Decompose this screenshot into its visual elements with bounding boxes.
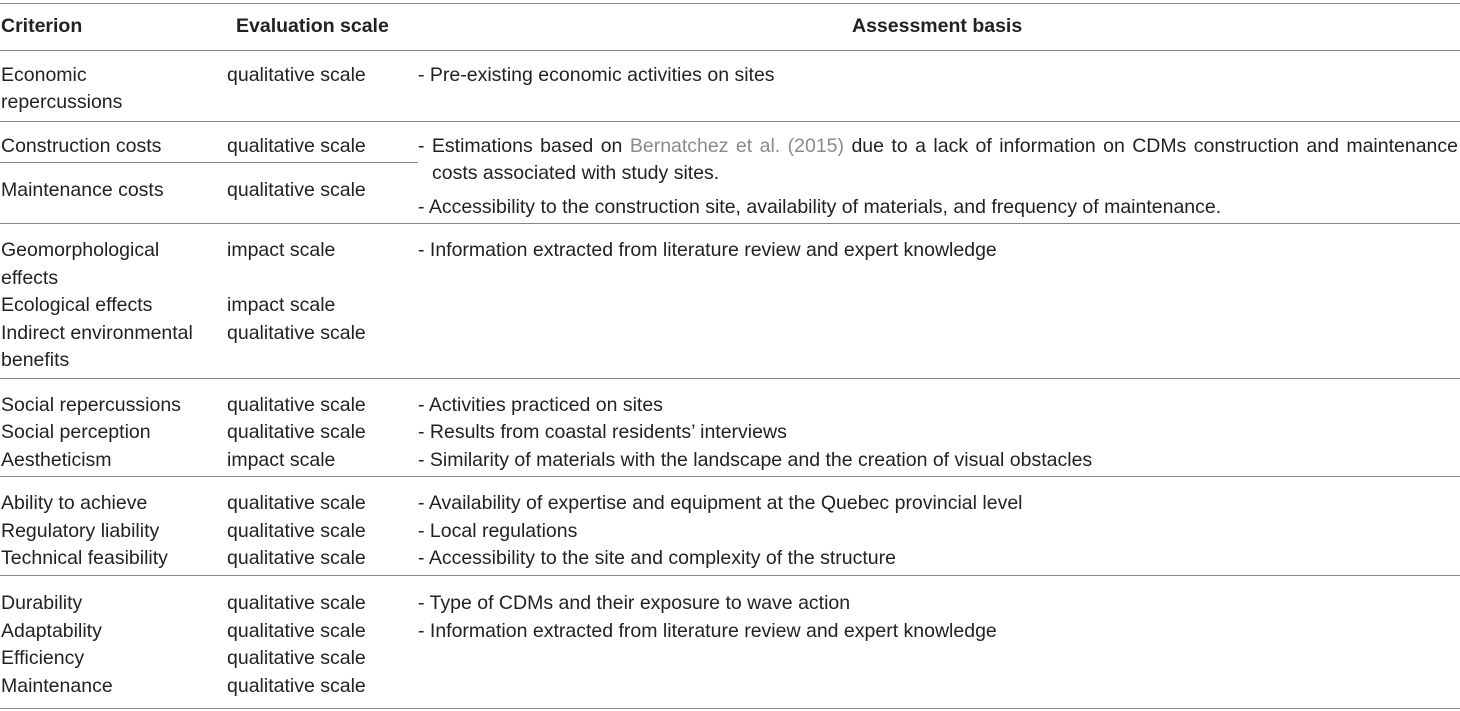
- row-divider: [0, 121, 1460, 122]
- row-divider: [0, 476, 1460, 477]
- criterion-indirect-line2: benefits: [1, 349, 70, 371]
- basis-regulatory-liability: - Local regulations: [418, 520, 578, 542]
- criterion-geomorphological-line1: Geomorphological: [1, 239, 160, 261]
- citation-link[interactable]: Bernatchez et al. (2015): [629, 135, 845, 157]
- scale-social-perception: qualitative scale: [227, 421, 366, 443]
- table-bottom-rule: [0, 708, 1460, 709]
- scale-indirect: qualitative scale: [227, 322, 366, 344]
- header-assessment-basis: Assessment basis: [852, 15, 1023, 37]
- criterion-construction-costs: Construction costs: [1, 135, 162, 157]
- row-divider: [0, 575, 1460, 576]
- scale-maintenance-costs: qualitative scale: [227, 179, 366, 201]
- criterion-adaptability: Adaptability: [1, 620, 102, 642]
- scale-ability-to-achieve: qualitative scale: [227, 492, 366, 514]
- scale-durability: qualitative scale: [227, 592, 366, 614]
- criterion-maintenance-costs: Maintenance costs: [1, 179, 164, 201]
- basis-economic: - Pre-existing economic activities on sites: [418, 64, 775, 86]
- criterion-economic-line2: repercussions: [1, 91, 123, 113]
- scale-adaptability: qualitative scale: [227, 620, 366, 642]
- criterion-technical-feasibility: Technical feasibility: [1, 547, 168, 569]
- table-top-rule: [0, 3, 1460, 4]
- basis-costs-suffix: due to a lack of information on CDMs construction and maintenance: [851, 135, 1458, 157]
- criterion-aestheticism: Aestheticism: [1, 449, 112, 471]
- scale-aestheticism: impact scale: [227, 449, 336, 471]
- basis-technical-feasibility: - Accessibility to the site and complexity of the structure: [418, 547, 896, 569]
- basis-durability: - Type of CDMs and their exposure to wave action: [418, 592, 851, 614]
- scale-ecological: impact scale: [227, 294, 336, 316]
- criterion-indirect-line1: Indirect environmental: [1, 322, 193, 344]
- scale-efficiency: qualitative scale: [227, 647, 366, 669]
- scale-geomorphological: impact scale: [227, 239, 336, 261]
- criterion-regulatory-liability: Regulatory liability: [1, 520, 160, 542]
- criterion-ecological: Ecological effects: [1, 294, 153, 316]
- row-divider: [0, 378, 1460, 379]
- criterion-social-perception: Social perception: [1, 421, 151, 443]
- scale-technical-feasibility: qualitative scale: [227, 547, 366, 569]
- basis-adaptability: - Information extracted from literature review and expert knowledge: [418, 620, 997, 642]
- header-bottom-rule: [0, 50, 1460, 51]
- costs-partial-divider: [0, 162, 418, 163]
- criterion-maintenance: Maintenance: [1, 675, 113, 697]
- scale-regulatory-liability: qualitative scale: [227, 520, 366, 542]
- scale-construction-costs: qualitative scale: [227, 135, 366, 157]
- basis-costs-line1: [418, 133, 1458, 160]
- basis-social-perception: - Results from coastal residents’ interviews: [418, 421, 787, 443]
- scale-maintenance: qualitative scale: [227, 675, 366, 697]
- criterion-geomorphological-line2: effects: [1, 267, 59, 289]
- basis-costs-line2: costs associated with study sites.: [432, 162, 720, 184]
- basis-aestheticism: - Similarity of materials with the landscape and the creation of visual obstacles: [418, 449, 1093, 471]
- scale-economic: qualitative scale: [227, 64, 366, 86]
- basis-costs-accessibility: - Accessibility to the construction site, availability of materials, and frequency of maintenance.: [418, 196, 1222, 218]
- basis-environmental: - Information extracted from literature review and expert knowledge: [418, 239, 997, 261]
- scale-social-repercussions: qualitative scale: [227, 394, 366, 416]
- basis-social-repercussions: - Activities practiced on sites: [418, 394, 663, 416]
- row-divider: [0, 223, 1460, 224]
- header-evaluation-scale: Evaluation scale: [236, 15, 389, 37]
- criterion-economic-line1: Economic: [1, 64, 87, 86]
- criterion-social-repercussions: Social repercussions: [1, 394, 181, 416]
- header-criterion: Criterion: [1, 15, 83, 37]
- criterion-efficiency: Efficiency: [1, 647, 85, 669]
- criterion-durability: Durability: [1, 592, 83, 614]
- basis-costs-prefix: - Estimations based on: [418, 135, 623, 157]
- basis-ability-to-achieve: - Availability of expertise and equipment at the Quebec provincial level: [418, 492, 1023, 514]
- criterion-ability-to-achieve: Ability to achieve: [1, 492, 148, 514]
